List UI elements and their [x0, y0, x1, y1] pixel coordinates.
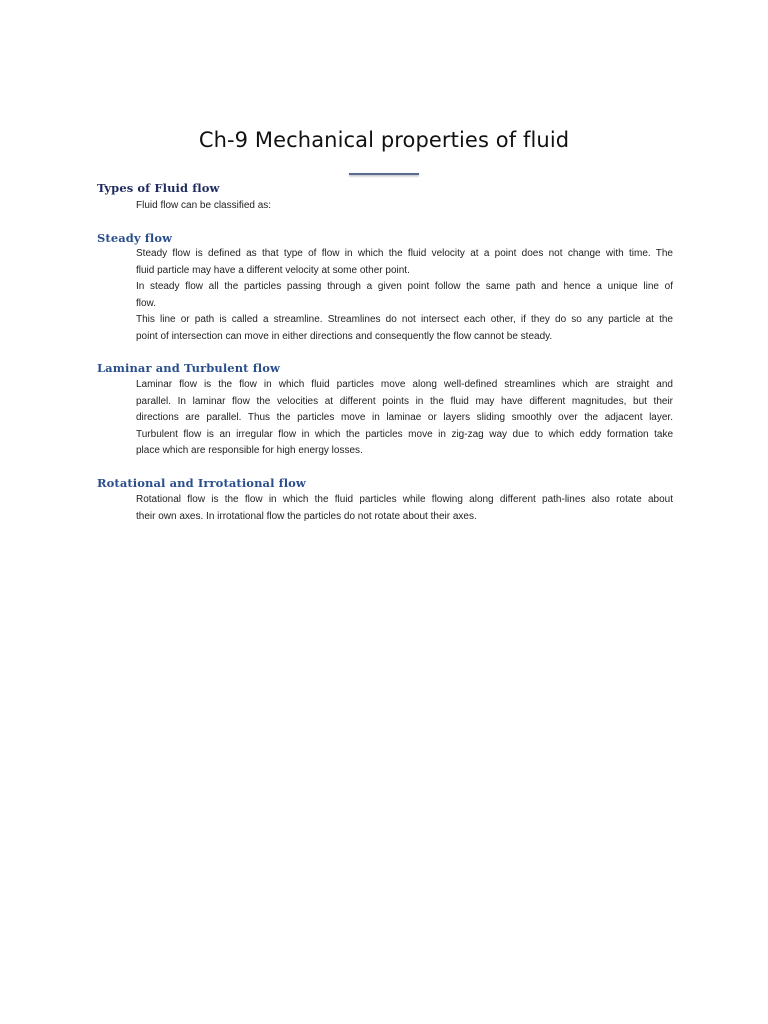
- section-heading-steady-flow: Steady flow: [97, 231, 173, 245]
- page-title: Ch-9 Mechanical properties of fluid: [198, 128, 570, 152]
- paragraph-line: This line or path is called a streamline. Streamlines do not intersect each other, if they do so any particle at the: [136, 314, 673, 325]
- paragraph-line: directions are parallel. Thus the particles move in laminae or layers sliding smoothly over the adjacent layer.: [136, 412, 673, 423]
- section-body-laminar-and-turbulent-flow: [136, 377, 673, 460]
- section-heading-rotational-and-irrotational-flow: Rotational and Irrotational flow: [97, 476, 306, 490]
- section-heading-laminar-and-turbulent-flow: Laminar and Turbulent flow: [97, 361, 280, 375]
- paragraph-line: In steady flow all the particles passing through a given point follow the same path and hence a unique line of: [136, 281, 673, 292]
- section-body-types-of-fluid-flow: [136, 198, 673, 215]
- paragraph-line: flow.: [136, 297, 157, 309]
- paragraph-line: Laminar flow is the flow in which fluid particles move along well-defined streamlines which are straight and: [136, 379, 673, 390]
- paragraph-line: parallel. In laminar flow the velocities at different points in the fluid may have different magnitudes, but their: [136, 395, 673, 407]
- paragraph-line: their own axes. In irrotational flow the particles do not rotate about their axes.: [136, 510, 477, 522]
- paragraph-line: place which are responsible for high energy losses.: [136, 445, 363, 456]
- section-body-steady-flow: [136, 246, 673, 345]
- paragraph-line: fluid particle may have a different velocity at some other point.: [136, 264, 410, 276]
- section-heading-types-of-fluid-flow: Types of Fluid flow: [97, 181, 220, 195]
- title-underline: [349, 173, 419, 175]
- paragraph-line: point of intersection can move in either directions and consequently the flow cannot be steady.: [136, 330, 553, 342]
- section-body-rotational-and-irrotational-flow: [136, 492, 673, 525]
- paragraph-line: Turbulent flow is an irregular flow in which the particles move in zig-zag way due to which eddy formation take: [136, 428, 673, 440]
- paragraph-line: Fluid flow can be classified as:: [136, 200, 272, 211]
- paragraph-line: Steady flow is defined as that type of flow in which the fluid velocity at a point does not change with time. The: [136, 248, 673, 259]
- paragraph-line: Rotational flow is the flow in which the fluid particles while flowing along different path-lines also rotate about: [136, 494, 673, 505]
